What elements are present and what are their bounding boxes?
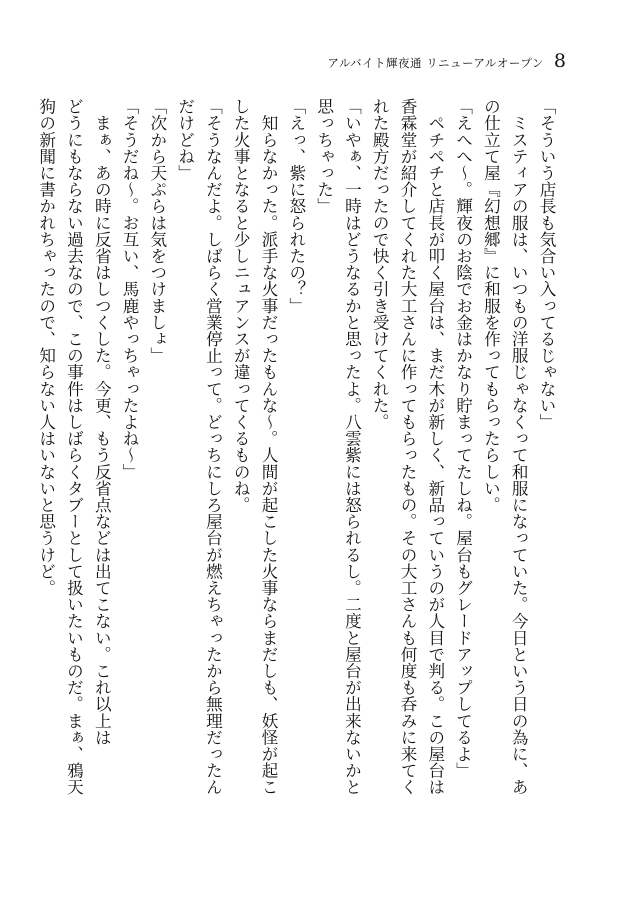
vertical-body-text [36, 98, 560, 848]
text-line: 「えへへ～。輝夜のお陰でお金はかなり貯まってたしね。屋台もグレードアップしてるよ」 [453, 98, 473, 779]
text-line: 「えっ、紫に怒られたの？」 [286, 98, 306, 314]
text-line: 思っちゃった」 [314, 98, 334, 215]
text-line: ミスティアの服は、いつもの洋服じゃなくって和服になっていた。今日という日の為に、あ [509, 98, 529, 796]
text-line: した火事となると少しニュアンスが違ってくるものね。 [231, 98, 251, 513]
text-line: の仕立て屋『幻想郷』に和服を作ってもらったらしい。 [481, 98, 501, 513]
text-line: 「そうなんだよ。しばらく営業停止って。どっちにしろ屋台が燃えちゃったから無理だったん [203, 98, 223, 796]
text-line: 狗の新聞に書かれちゃったので、知らない人はいないと思うけど。 [36, 98, 56, 596]
text-line: 香霖堂が紹介してくれた大工さんに作ってもらったもの。その大工さんも何度も呑みに来てく [398, 98, 418, 796]
running-header-title: アルバイト輝夜通 リニューアルオープン [327, 56, 544, 70]
text-line: 知らなかった。派手な火事だったもんな～。人間が起こした火事ならまだしも、妖怪が起こ [259, 98, 279, 796]
text-line: どうにもならない過去なので、この事件はしばらくタブーとして扱いたいものだ。まぁ、鴉天 [64, 98, 84, 796]
page-number: 8 [553, 50, 566, 72]
text-line: 「そういう店長も気合い入ってるじゃない」 [537, 98, 556, 430]
text-line: だけどね」 [175, 98, 195, 181]
text-line: 「いやぁ、一時はどうなるかと思ったよ。八雲紫には怒られるし。二度と屋台が出来ないかと [342, 98, 362, 796]
text-line: れた殿方だったので快く引き受けてくれた。 [370, 98, 390, 430]
text-line: 「そうだね～。お互い、馬鹿やっちゃったよね～」 [120, 98, 140, 480]
text-line: まぁ、あの時に反省はしつくした。今更、もう反省点などは出てこない。これ以上は [92, 98, 112, 746]
text-line: 「次から天ぷらは気をつけましょ」 [147, 98, 167, 364]
running-header [327, 52, 566, 71]
text-line: ペチペチと店長が叩く屋台は、まだ木が新しく、新品っていうのが人目で判る。この屋台は [425, 98, 445, 796]
